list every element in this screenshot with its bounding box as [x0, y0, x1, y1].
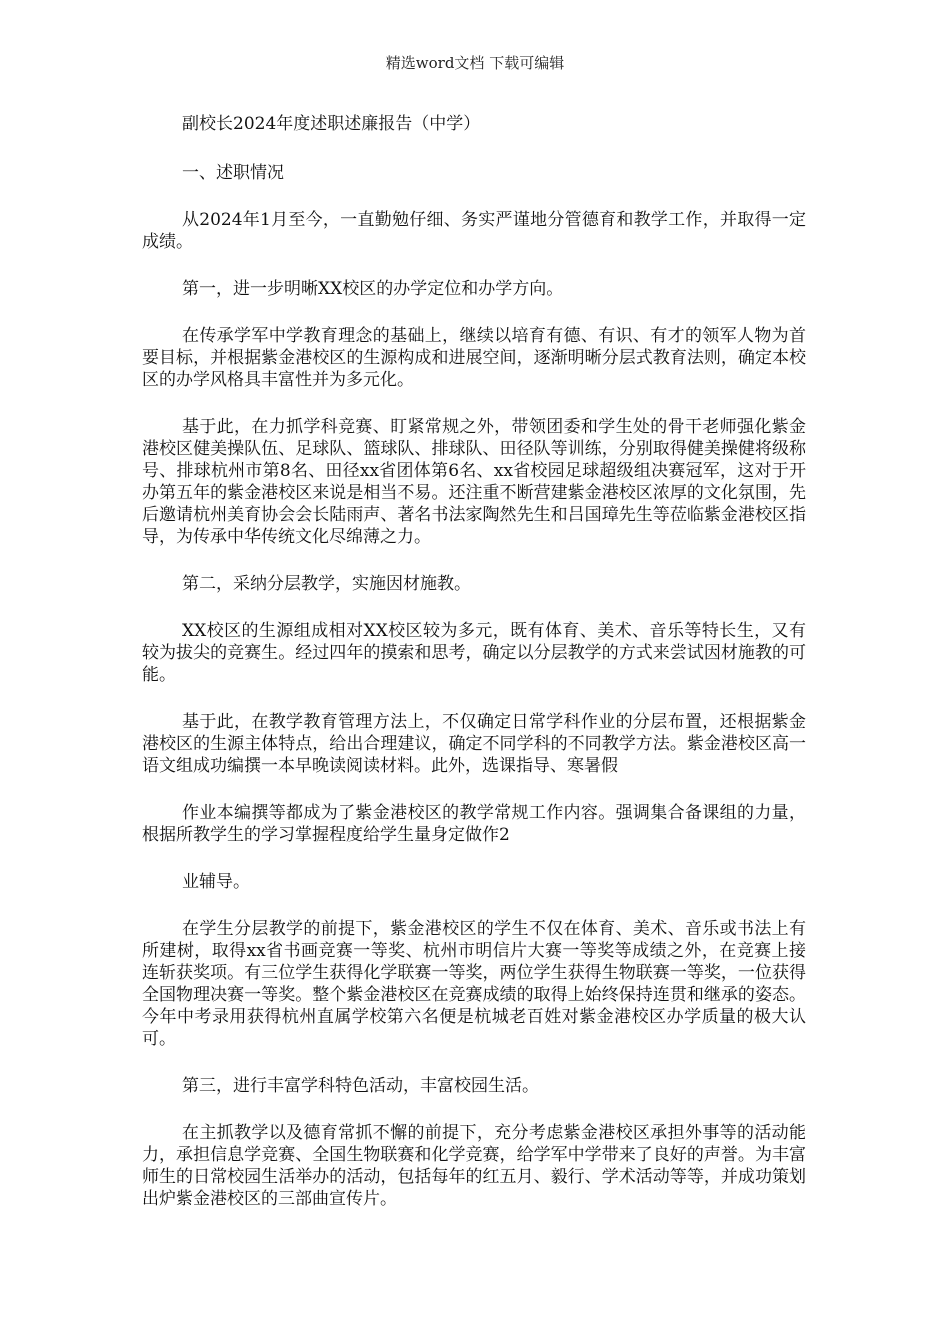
paragraph: 在学生分层教学的前提下，紫金港校区的学生不仅在体育、美术、音乐或书法上有所建树，取得xx省书画竞赛一等奖、杭州市明信片大赛一等奖等成绩之外，在竞赛上接连斩获奖项。有三位学生获得化学联赛一等奖，两位学生获得生物联赛一等奖，一位获得全国物理决赛一等奖。整个紫金港校区在竞赛成绩的取得上始终保持连贯和继承的姿态。今年中考录用获得杭州直属学校第六名便是杭城老百姓对紫金港校区办学质量的极大认可。	[142, 919, 806, 1049]
paragraph: 基于此，在教学教育管理方法上，不仅确定日常学科作业的分层布置，还根据紫金港校区的生源主体特点，给出合理建议，确定不同学科的不同教学方法。紫金港校区高一语文组成功编撰一本早晚读阅读材料。此外，选课指导、寒暑假	[142, 712, 806, 776]
paragraph: 基于此，在力抓学科竞赛、盯紧常规之外，带领团委和学生处的骨干老师强化紫金港校区健美操队伍、足球队、篮球队、排球队、田径队等训练，分别取得健美操健将级称号、排球杭州市第8名、田径xx省团体第6名、xx省校园足球超级组决赛冠军，这对于开办第五年的紫金港校区来说是相当不易。还注重不断营建紫金港校区浓厚的文化氛围，先后邀请杭州美育协会会长陆雨声、著名书法家陶然先生和吕国璋先生等莅临紫金港校区指导，为传承中华传统文化尽绵薄之力。	[142, 417, 806, 547]
subsection-heading: 第三，进行丰富学科特色活动，丰富校园生活。	[182, 1076, 539, 1096]
section-heading: 一、述职情况	[182, 163, 284, 183]
document-body	[142, 113, 806, 1235]
paragraph: 作业本编撰等都成为了紫金港校区的教学常规工作内容。强调集合备课组的力量，根据所教学生的学习掌握程度给学生量身定做作2	[142, 803, 806, 845]
paragraph: XX校区的生源组成相对XX校区较为多元，既有体育、美术、音乐等特长生，又有较为拔尖的竞赛生。经过四年的摸索和思考，确定以分层教学的方式来尝试因材施教的可能。	[142, 621, 806, 685]
page-header: 精选word文档 下载可编辑	[385, 54, 565, 72]
paragraph: 在主抓教学以及德育常抓不懈的前提下，充分考虑紫金港校区承担外事等的活动能力，承担信息学竞赛、全国生物联赛和化学竞赛，给学军中学带来了良好的声誉。为丰富师生的日常校园生活举办的活动，包括每年的红五月、毅行、学术活动等等，并成功策划出炉紫金港校区的三部曲宣传片。	[142, 1123, 806, 1209]
subsection-heading: 第一，进一步明晰XX校区的办学定位和办学方向。	[182, 279, 564, 299]
paragraph: 在传承学军中学教育理念的基础上，继续以培育有德、有识、有才的领军人物为首要目标，并根据紫金港校区的生源构成和进展空间，逐渐明晰分层式教育法则，确定本校区的办学风格具丰富性并为多元化。	[142, 326, 806, 390]
paragraph: 从2024年1月至今，一直勤勉仔细、务实严谨地分管德育和教学工作，并取得一定成绩。	[142, 210, 806, 252]
document-title: 副校长2024年度述职述廉报告（中学）	[182, 114, 481, 134]
subsection-heading: 第二，采纳分层教学，实施因材施教。	[182, 574, 471, 594]
paragraph: 业辅导。	[182, 872, 250, 892]
